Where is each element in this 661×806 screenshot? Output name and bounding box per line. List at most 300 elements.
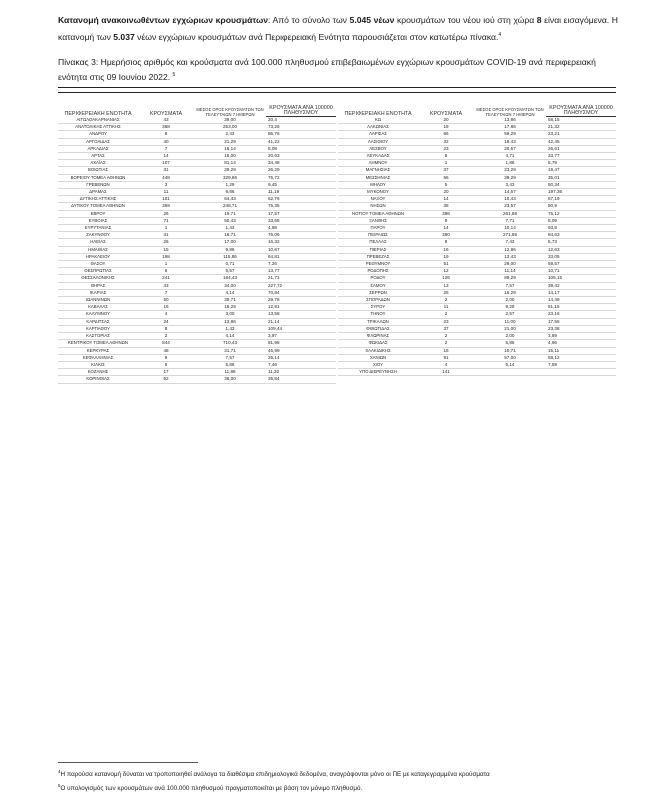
cell-per100k: 26,61: [546, 145, 616, 152]
cell-per100k: 17,57: [266, 210, 336, 217]
cell-per100k: 33,68: [266, 217, 336, 224]
cell-per100k: 4,96: [546, 340, 616, 347]
cell-cases: 2: [418, 333, 474, 340]
cell-per100k: 16,32: [266, 239, 336, 246]
cell-cases: 368: [138, 124, 194, 131]
cell-per100k: 75,12: [546, 210, 616, 217]
cell-per100k: 14,17: [546, 289, 616, 296]
cell-per100k: 26,29: [266, 167, 336, 174]
cell-unit: ΑΙΤΩΛΟΑΚΑΡΝΑΝΙΑΣ: [58, 117, 138, 124]
cell-per100k: 197,36: [546, 189, 616, 196]
cell-avg: 31,71: [194, 347, 266, 354]
table-row: [58, 361, 336, 368]
cell-unit: ΤΡΙΚΑΛΩΝ: [338, 318, 418, 325]
table-row: [58, 369, 336, 376]
table-row: [58, 124, 336, 131]
table-row: [338, 145, 616, 152]
cell-cases: 13: [418, 282, 474, 289]
cell-avg: 39,71: [194, 297, 266, 304]
cell-unit: ΘΗΡΑΣ: [58, 282, 138, 289]
cell-unit: ΑΡΓΟΛΙΔΑΣ: [58, 138, 138, 145]
table-row: [338, 217, 616, 224]
cell-cases: 23: [418, 145, 474, 152]
cell-avg: 2,00: [474, 333, 546, 340]
cell-cases: 380: [418, 232, 474, 239]
cell-per100k: 4,98: [266, 225, 336, 232]
table-row: [58, 354, 336, 361]
cell-unit: ΗΡΑΚΛΕΙΟΥ: [58, 253, 138, 260]
table-row: [338, 318, 616, 325]
cell-unit: ΚΕΝΤΡΙΚΟΥ ΤΟΜΕΑ ΑΘΗΝΩΝ: [58, 340, 138, 347]
table-row: [338, 253, 616, 260]
cell-per100k: 7,59: [546, 361, 616, 368]
table-row: [338, 225, 616, 232]
cell-unit: ΣΠΟΡΑΔΩΝ: [338, 297, 418, 304]
table-row: [338, 340, 616, 347]
cell-avg: 5,57: [194, 268, 266, 275]
table-row: [58, 325, 336, 332]
cell-cases: 1: [138, 261, 194, 268]
cell-cases: 11: [138, 189, 194, 196]
intro-text-4: νέων εγχώριων κρουσμάτων ανά Περιφερειακή Ενότητα παρουσιάζεται στον κατωτέρω πίνακα.: [134, 31, 499, 42]
intro-title: Κατανομή ανακοινωθέντων εγχώριων κρουσμάτων: [58, 15, 269, 25]
cell-cases: 43: [138, 282, 194, 289]
table-row: [338, 232, 616, 239]
cell-per100k: 81,98: [266, 340, 336, 347]
cell-avg: 16,29: [474, 289, 546, 296]
cell-unit: ΡΟΔΟΥ: [338, 275, 418, 282]
cell-avg: 1,43: [194, 325, 266, 332]
table-row: [338, 246, 616, 253]
intro-text-2: κρουσμάτων του νέου ιού στη χώρα: [394, 15, 537, 25]
table-row: [338, 268, 616, 275]
table-row: [58, 289, 336, 296]
cell-cases: 4: [418, 361, 474, 368]
cell-per100k: 86,76: [266, 131, 336, 138]
cell-per100k: 76,06: [266, 232, 336, 239]
cell-per100k: 42,45: [546, 138, 616, 145]
cell-per100k: 39,42: [546, 282, 616, 289]
header-cases: ΚΡΟΥΣΜΑΤΑ: [149, 110, 183, 117]
cell-avg: 16,00: [194, 153, 266, 160]
table-row: [338, 282, 616, 289]
cell-avg: 57,00: [474, 354, 546, 361]
table-row: [338, 361, 616, 368]
cell-unit: ΛΑΡΙΣΑΣ: [338, 131, 418, 138]
cell-unit: ΠΙΕΡΙΑΣ: [338, 246, 418, 253]
cell-cases: 16: [418, 347, 474, 354]
cell-per100k: 75,35: [266, 203, 336, 210]
cell-cases: 40: [138, 138, 194, 145]
cell-cases: 26: [138, 239, 194, 246]
cell-unit: ΜΥΚΟΝΟΥ: [338, 189, 418, 196]
cell-per100k: 11,19: [266, 189, 336, 196]
cell-avg: 50,43: [194, 217, 266, 224]
cell-per100k: 8,08: [266, 145, 336, 152]
table-row: [58, 268, 336, 275]
cell-unit: ΚΑΡΔΙΤΣΑΣ: [58, 318, 138, 325]
cell-cases: 19: [418, 124, 474, 131]
cell-per100k: 29,78: [266, 297, 336, 304]
cell-unit: ΚΑΡΠΑΘΟΥ: [58, 325, 138, 332]
cell-per100k: 14,49: [546, 297, 616, 304]
cell-avg: 23,29: [474, 167, 546, 174]
cell-avg: 10,14: [474, 225, 546, 232]
intro-paragraph: [58, 13, 618, 45]
intro-new-cases: 5.045 νέων: [349, 15, 395, 25]
cell-unit: ΑΡΤΑΣ: [58, 153, 138, 160]
cell-avg: 34,00: [194, 282, 266, 289]
cell-avg: 1,43: [194, 225, 266, 232]
cell-per100k: 21,71: [266, 275, 336, 282]
cell-per100k: 58,12: [546, 354, 616, 361]
cell-unit: ΠΕΛΛΑΣ: [338, 239, 418, 246]
table-row: [58, 275, 336, 282]
cell-per100k: 13,77: [266, 268, 336, 275]
cell-per100k: 109,44: [266, 325, 336, 332]
header-avg: ΜΕΣΟΣ ΟΡΟΣ ΚΡΟΥΣΜΑΤΩΝ ΤΩΝ ΤΕΛΕΥΤΑΙΩΝ 7 ΗΜΕΡΩΝ: [476, 106, 544, 117]
footnote-5-mark: 5: [58, 783, 61, 789]
cell-cases: 66: [418, 131, 474, 138]
cell-unit: ΧΑΛΚΙΔΙΚΗΣ: [338, 347, 418, 354]
cell-avg: 89,29: [474, 275, 546, 282]
cell-avg: 29,00: [474, 261, 546, 268]
cell-cases: 56: [418, 174, 474, 181]
cell-per100k: 227,72: [266, 282, 336, 289]
table-row: [338, 289, 616, 296]
table-row: [58, 282, 336, 289]
cell-cases: 37: [418, 167, 474, 174]
table-row: [338, 196, 616, 203]
cell-unit: ΝΟΤΙΟΥ ΤΟΜΕΑ ΑΘΗΝΩΝ: [338, 210, 418, 217]
cell-unit: ΙΩΑΝΝΙΝΩΝ: [58, 297, 138, 304]
cell-unit: ΔΥΤΙΚΟΥ ΤΟΜΕΑ ΑΘΗΝΩΝ: [58, 203, 138, 210]
cell-avg: 2,57: [474, 311, 546, 318]
cell-cases: 91: [418, 354, 474, 361]
table-row: [338, 304, 616, 311]
cell-per100k: 50,9: [546, 203, 616, 210]
cell-unit: ΘΕΣΣΑΛΟΝΙΚΗΣ: [58, 275, 138, 282]
header-per100k: ΚΡΟΥΣΜΑΤΑ ΑΝΑ 100000 ΠΛΗΘΥΣΜΟΥ: [546, 106, 616, 117]
cell-per100k: 23,16: [546, 311, 616, 318]
cell-cases: 52: [138, 376, 194, 383]
cell-cases: 126: [418, 275, 474, 282]
table-row: [338, 138, 616, 145]
intro-imported-count: 8: [536, 15, 542, 25]
cell-per100k: 25,14: [266, 354, 336, 361]
cell-unit: ΚΑΣΤΟΡΙΑΣ: [58, 333, 138, 340]
cell-per100k: 19,47: [546, 167, 616, 174]
cell-unit: ΣΕΡΡΩΝ: [338, 289, 418, 296]
cell-unit: ΠΕΙΡΑΙΩΣ: [338, 232, 418, 239]
cell-per100k: 3,89: [546, 333, 616, 340]
cell-cases: 8: [418, 153, 474, 160]
cell-unit: ΔΡΑΜΑΣ: [58, 189, 138, 196]
cell-avg: 16,71: [194, 232, 266, 239]
cell-unit: ΚΩ: [338, 117, 418, 124]
table-row: [338, 239, 616, 246]
cell-per100k: 64,81: [266, 253, 336, 260]
cell-unit: ΕΒΡΟΥ: [58, 210, 138, 217]
cell-unit: ΘΕΣΠΡΩΤΙΑΣ: [58, 268, 138, 275]
table-body-left: [58, 117, 336, 384]
cell-avg: 271,86: [474, 232, 546, 239]
header-unit: ΠΕΡΙΦΕΡΕΙΑΚΗ ΕΝΟΤΗΤΑ: [344, 110, 412, 117]
cell-unit: ΚΟΖΑΝΗΣ: [58, 369, 138, 376]
cell-cases: 51: [418, 261, 474, 268]
table-row: [58, 232, 336, 239]
cell-cases: 11: [418, 304, 474, 311]
table-row: [338, 181, 616, 188]
cell-cases: 241: [138, 275, 194, 282]
cell-avg: 5,86: [194, 361, 266, 368]
cell-avg: 4,71: [474, 153, 546, 160]
cell-per100k: 23,21: [546, 131, 616, 138]
cell-cases: 844: [138, 340, 194, 347]
table-row: [58, 196, 336, 203]
cell-avg: 13,43: [474, 253, 546, 260]
cell-avg: [474, 369, 546, 376]
cell-per100k: 9,45: [266, 181, 336, 188]
table-row: [58, 340, 336, 347]
cell-unit: ΜΗΛΟΥ: [338, 181, 418, 188]
cell-per100k: 12,63: [546, 246, 616, 253]
table-row: [58, 167, 336, 174]
cell-unit: ΣΥΡΟΥ: [338, 304, 418, 311]
cell-unit: ΝΑΞΟΥ: [338, 196, 418, 203]
cell-avg: 329,86: [194, 174, 266, 181]
table-row: [338, 124, 616, 131]
table-row: [338, 210, 616, 217]
footnote-4: [58, 766, 638, 780]
cell-per100k: 12,81: [266, 304, 336, 311]
table-row: [338, 167, 616, 174]
cell-cases: 1: [138, 225, 194, 232]
cell-avg: 15,29: [194, 304, 266, 311]
cell-unit: ΚΕΦΑΛΛΗΝΙΑΣ: [58, 354, 138, 361]
cell-cases: 8: [418, 239, 474, 246]
cell-unit: ΑΡΚΑΔΙΑΣ: [58, 145, 138, 152]
cell-cases: 4: [138, 311, 194, 318]
cell-cases: 2: [418, 311, 474, 318]
cell-per100k: 7,46: [266, 361, 336, 368]
table-row: [58, 160, 336, 167]
cell-cases: 14: [418, 225, 474, 232]
cell-cases: 141: [418, 369, 474, 376]
cell-cases: 369: [138, 203, 194, 210]
cell-cases: 398: [418, 210, 474, 217]
table-row: [338, 354, 616, 361]
cell-per100k: 5,73: [546, 239, 616, 246]
cell-per100k: 11,32: [266, 369, 336, 376]
cell-per100k: [546, 369, 616, 376]
cell-unit: ΗΛΕΙΑΣ: [58, 239, 138, 246]
cell-avg: 13,86: [474, 117, 546, 124]
cell-avg: 0,71: [194, 261, 266, 268]
cell-avg: 11,86: [194, 369, 266, 376]
cell-per100k: 73,26: [266, 124, 336, 131]
table-row: [58, 131, 336, 138]
cell-cases: 37: [418, 325, 474, 332]
table-row: [338, 369, 616, 376]
cases-table-left: [58, 106, 336, 384]
cell-cases: 48: [138, 347, 194, 354]
cell-avg: 11,14: [474, 268, 546, 275]
cell-unit: ΑΝΑΤΟΛΙΚΗΣ ΑΤΤΙΚΗΣ: [58, 124, 138, 131]
cell-unit: ΚΟΡΙΝΘΙΑΣ: [58, 376, 138, 383]
cell-cases: 2: [418, 297, 474, 304]
cell-avg: 1,86: [474, 160, 546, 167]
cell-per100k: 13,58: [266, 311, 336, 318]
table-row: [338, 131, 616, 138]
header-per100k: ΚΡΟΥΣΜΑΤΑ ΑΝΑ 100000 ΠΛΗΘΥΣΜΟΥ: [266, 106, 336, 117]
cell-per100k: 59,57: [546, 261, 616, 268]
header-unit: ΠΕΡΙΦΕΡΕΙΑΚΗ ΕΝΟΤΗΤΑ: [64, 110, 132, 117]
table-row: [58, 261, 336, 268]
table-row: [58, 181, 336, 188]
cell-per100k: 51,15: [546, 304, 616, 311]
cell-avg: 710,43: [194, 340, 266, 347]
cell-avg: 29,29: [194, 167, 266, 174]
cell-unit: ΥΠΟ ΔΙΕΡΕΥΝΗΣΗ: [338, 369, 418, 376]
cell-per100k: 3,97: [266, 333, 336, 340]
cell-avg: 261,86: [474, 210, 546, 217]
cell-per100k: 62,76: [266, 196, 336, 203]
cell-avg: 21,00: [474, 325, 546, 332]
cell-unit: ΚΑΒΑΛΑΣ: [58, 304, 138, 311]
cell-cases: 198: [138, 253, 194, 260]
cell-avg: 10,43: [474, 196, 546, 203]
cell-per100k: 17,55: [546, 318, 616, 325]
cell-cases: 6: [138, 361, 194, 368]
cell-unit: ΡΟΔΟΠΗΣ: [338, 268, 418, 275]
table-row: [338, 333, 616, 340]
table-row: [58, 203, 336, 210]
table-row: [58, 253, 336, 260]
cell-per100k: 70,84: [266, 289, 336, 296]
cell-per100k: 23,38: [546, 325, 616, 332]
cell-unit: ΦΛΩΡΙΝΑΣ: [338, 333, 418, 340]
cell-cases: 16: [418, 246, 474, 253]
cell-unit: ΠΑΡΟΥ: [338, 225, 418, 232]
cell-avg: 1,29: [194, 181, 266, 188]
cell-cases: 6: [138, 268, 194, 275]
table-row: [338, 325, 616, 332]
cell-unit: ΧΑΝΙΩΝ: [338, 354, 418, 361]
cell-cases: 107: [138, 160, 194, 167]
cell-unit: ΦΘΙΩΤΙΔΑΣ: [338, 325, 418, 332]
table-row: [58, 311, 336, 318]
cell-unit: ΚΑΛΥΜΝΟΥ: [58, 311, 138, 318]
cell-avg: 7,57: [474, 282, 546, 289]
cell-unit: ΕΥΡΥΤΑΝΙΑΣ: [58, 225, 138, 232]
cell-unit: ΛΑΣΙΘΙΟΥ: [338, 138, 418, 145]
table-row: [58, 239, 336, 246]
cell-unit: ΖΑΚΥΝΘΟΥ: [58, 232, 138, 239]
cell-cases: 20: [418, 189, 474, 196]
table-body-right: [338, 117, 616, 376]
header-cases: ΚΡΟΥΣΜΑΤΑ: [429, 110, 463, 117]
table-row: [338, 347, 616, 354]
cell-cases: 19: [418, 253, 474, 260]
cell-avg: 17,86: [474, 124, 546, 131]
table-row: [338, 275, 616, 282]
table-row: [58, 217, 336, 224]
cell-unit: ΓΡΕΒΕΝΩΝ: [58, 181, 138, 188]
cell-unit: ΛΕΥΚΑΔΑΣ: [338, 153, 418, 160]
cell-avg: 39,00: [194, 117, 266, 124]
cell-unit: ΛΗΜΝΟΥ: [338, 160, 418, 167]
cell-unit: ΗΜΑΘΙΑΣ: [58, 246, 138, 253]
table-row: [58, 333, 336, 340]
cell-avg: 59,29: [474, 131, 546, 138]
cell-unit: ΞΑΝΘΗΣ: [338, 217, 418, 224]
cell-avg: 4,14: [194, 333, 266, 340]
table-top-rule-2: [58, 92, 616, 93]
table-row: [338, 189, 616, 196]
cell-avg: 9,86: [194, 246, 266, 253]
cell-cases: 17: [138, 369, 194, 376]
cell-unit: ΙΚΑΡΙΑΣ: [58, 289, 138, 296]
cell-unit: ΑΝΔΡΟΥ: [58, 131, 138, 138]
cell-unit: ΘΑΣΟΥ: [58, 261, 138, 268]
cell-cases: 2: [418, 340, 474, 347]
table-row: [58, 297, 336, 304]
table-row: [338, 160, 616, 167]
cell-unit: ΔΥΤΙΚΗΣ ΑΤΤΙΚΗΣ: [58, 196, 138, 203]
cell-cases: 25: [418, 289, 474, 296]
intro-domestic-count: 5.037: [113, 31, 135, 42]
cell-unit: ΧΙΟΥ: [338, 361, 418, 368]
intro-footnote-ref: 4: [498, 32, 502, 38]
cell-per100k: 35,01: [546, 174, 616, 181]
cell-per100k: 10,71: [546, 268, 616, 275]
cell-per100k: 21,14: [266, 318, 336, 325]
cell-cases: 14: [138, 153, 194, 160]
cell-per100k: 75,72: [266, 174, 336, 181]
cell-cases: 12: [418, 268, 474, 275]
cell-unit: ΜΑΓΝΗΣΙΑΣ: [338, 167, 418, 174]
table-title: [58, 56, 618, 83]
cell-unit: ΣΑΜΟΥ: [338, 282, 418, 289]
cell-cases: 38: [418, 203, 474, 210]
table-row: [58, 145, 336, 152]
cell-per100k: 84,63: [546, 232, 616, 239]
cell-per100k: 33,05: [546, 253, 616, 260]
cell-cases: 24: [138, 318, 194, 325]
cell-cases: 31: [138, 232, 194, 239]
cell-cases: 14: [418, 196, 474, 203]
cell-cases: 5: [418, 181, 474, 188]
cell-avg: 9,29: [474, 304, 546, 311]
cell-per100k: 67,19: [546, 196, 616, 203]
table-row: [58, 153, 336, 160]
table-row: [58, 210, 336, 217]
cell-unit: ΕΥΒΟΙΑΣ: [58, 217, 138, 224]
cell-avg: 20,57: [474, 145, 546, 152]
cell-avg: 16,14: [194, 145, 266, 152]
cell-avg: 115,86: [194, 253, 266, 260]
cell-per100k: 58,15: [546, 117, 616, 124]
cell-unit: ΤΗΝΟΥ: [338, 311, 418, 318]
cell-avg: 19,71: [194, 210, 266, 217]
cell-per100k: 7,26: [266, 261, 336, 268]
table-row: [58, 189, 336, 196]
cell-per100k: 20,4: [266, 117, 336, 124]
cell-per100k: 15,11: [546, 347, 616, 354]
footnote-5-text: Ο υπολογισμός των κρουσμάτων ανά 100.000 πληθυσμού πραγματοποιείται με βάση τον μόνιμο πληθυσμό.: [60, 785, 363, 793]
cell-cases: 9: [418, 217, 474, 224]
